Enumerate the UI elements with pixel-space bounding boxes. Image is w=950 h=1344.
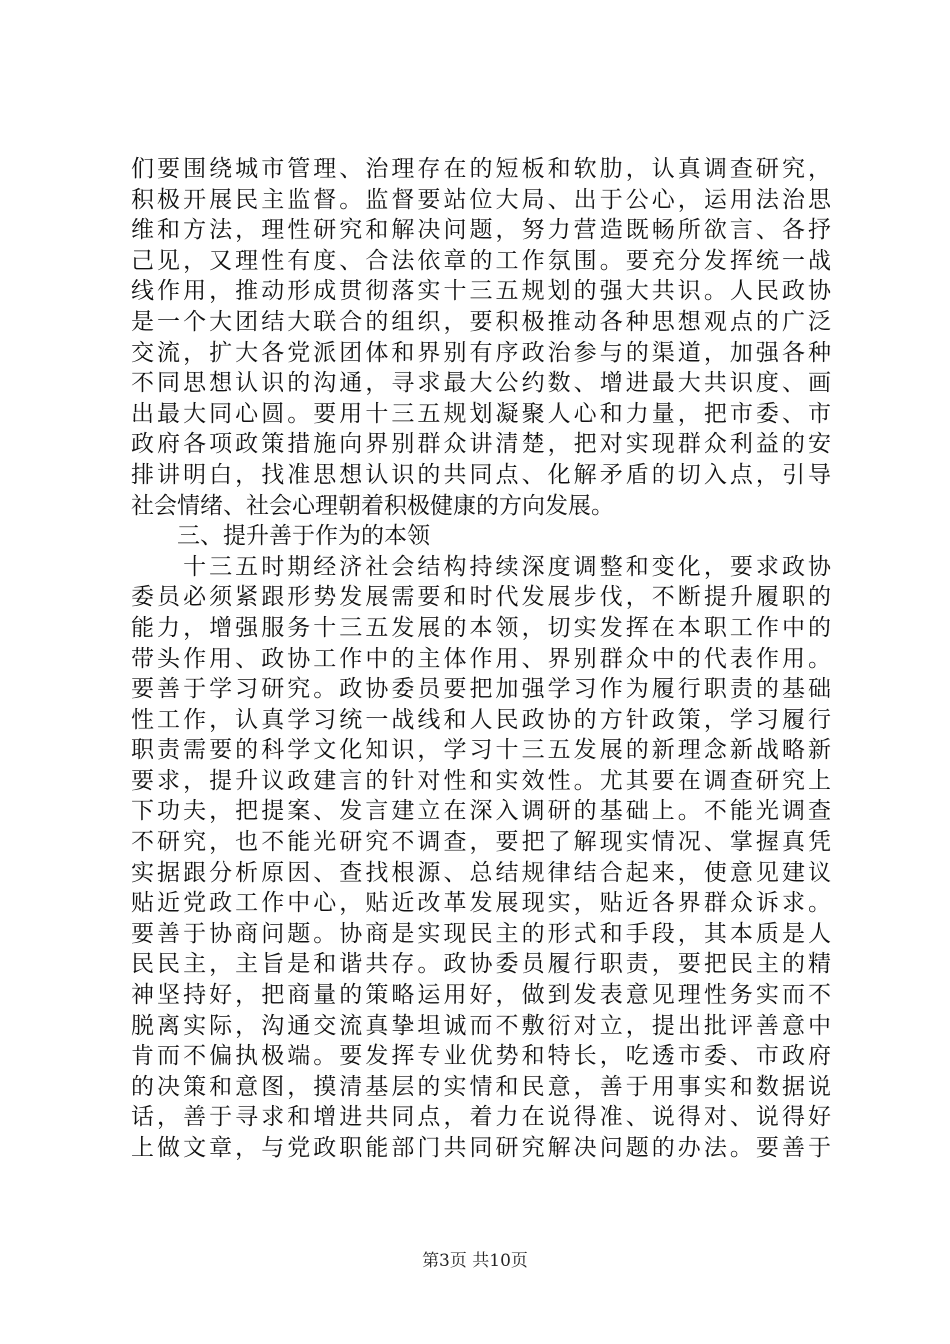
text-line: 肯而不偏执极端。要发挥专业优势和特长，吃透市委、市政府 xyxy=(131,1043,831,1070)
text-line: 要求，提升议政建言的针对性和实效性。尤其要在调查研究上 xyxy=(131,767,831,794)
text-line: 排讲明白，找准思想认识的共同点、化解矛盾的切入点，引导 xyxy=(131,461,831,488)
text-line: 实据跟分析原因、查找根源、总结规律结合起来，使意见建议 xyxy=(131,859,831,886)
text-line: 政府各项政策措施向界别群众讲清楚，把对实现群众利益的安 xyxy=(131,431,831,458)
text-line: 带头作用、政协工作中的主体作用、界别群众中的代表作用。 xyxy=(131,645,831,672)
paragraph-1 xyxy=(131,154,831,521)
text-line: 性工作，认真学习统一战线和人民政协的方针政策，学习履行 xyxy=(131,706,831,733)
text-line: 十三五时期经济社会结构持续深度调整和变化，要求政协 xyxy=(131,553,831,580)
text-line: 贴近党政工作中心，贴近改革发展现实，贴近各界群众诉求。 xyxy=(131,890,831,917)
text-line: 的决策和意图，摸清基层的实情和民意，善于用事实和数据说 xyxy=(131,1073,831,1100)
text-line: 要善于协商问题。协商是实现民主的形式和手段，其本质是人 xyxy=(131,920,831,947)
page-footer xyxy=(0,1246,950,1271)
text-line: 神坚持好，把商量的策略运用好，做到发表意见理性务实而不 xyxy=(131,982,831,1009)
document-body xyxy=(131,154,831,1164)
text-line: 下功夫，把提案、发言建立在深入调研的基础上。不能光调查 xyxy=(131,798,831,825)
text-line: 民民主，主旨是和谐共存。政协委员履行职责，要把民主的精 xyxy=(131,951,831,978)
section-heading: 三、提升善于作为的本领 xyxy=(131,523,430,550)
text-line: 是一个大团结大联合的组织，要积极推动各种思想观点的广泛 xyxy=(131,308,831,335)
text-line: 不同思想认识的沟通，寻求最大公约数、增进最大共识度、画 xyxy=(131,370,831,397)
paragraph-2 xyxy=(131,552,831,1164)
page-number-label: 第3页 共10页 xyxy=(422,1251,528,1271)
text-line: 委员必须紧跟形势发展需要和时代发展步伐，不断提升履职的 xyxy=(131,584,831,611)
text-line: 维和方法，理性研究和解决问题，努力营造既畅所欲言、各抒 xyxy=(131,217,831,244)
text-line: 能力，增强服务十三五发展的本领，切实发挥在本职工作中的 xyxy=(131,614,831,641)
text-line: 积极开展民主监督。监督要站位大局、出于公心，运用法治思 xyxy=(131,186,831,213)
text-line: 话，善于寻求和增进共同点，着力在说得准、说得对、说得好 xyxy=(131,1104,831,1131)
text-line: 线作用，推动形成贯彻落实十三五规划的强大共识。人民政协 xyxy=(131,278,831,305)
text-line: 出最大同心圆。要用十三五规划凝聚人心和力量，把市委、市 xyxy=(131,400,831,427)
text-line: 上做文章，与党政职能部门共同研究解决问题的办法。要善于 xyxy=(131,1135,831,1161)
text-line: 社会情绪、社会心理朝着积极健康的方向发展。 xyxy=(131,492,614,519)
text-line: 要善于学习研究。政协委员要把加强学习作为履行职责的基础 xyxy=(131,676,831,703)
text-line: 们要围绕城市管理、治理存在的短板和软肋，认真调查研究， xyxy=(131,156,831,182)
text-line: 交流，扩大各党派团体和界别有序政治参与的渠道，加强各种 xyxy=(131,339,831,366)
text-line: 己见，又理性有度、合法依章的工作氛围。要充分发挥统一战 xyxy=(131,247,831,274)
text-line: 不研究，也不能光研究不调查，要把了解现实情况、掌握真凭 xyxy=(131,829,831,856)
text-line: 职责需要的科学文化知识，学习十三五发展的新理念新战略新 xyxy=(131,737,831,764)
text-line: 脱离实际，沟通交流真挚坦诚而不敷衍对立，提出批评善意中 xyxy=(131,1012,831,1039)
